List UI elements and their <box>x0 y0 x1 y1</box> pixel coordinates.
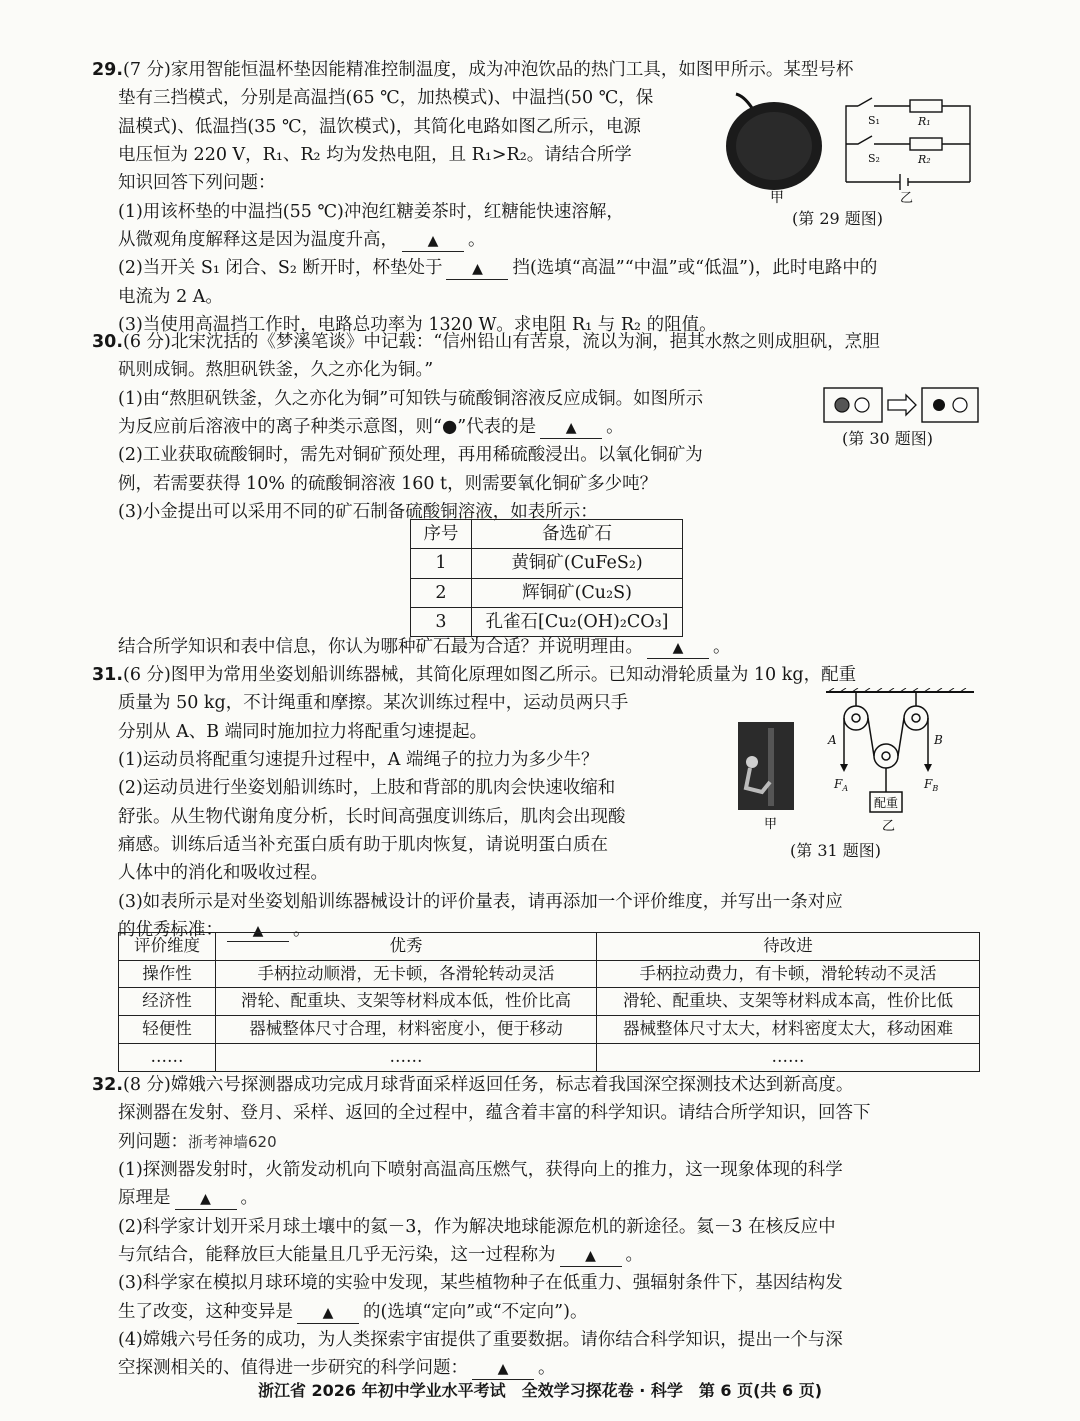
figure-label-jia: 甲 <box>764 817 778 832</box>
blank-triangle-icon: ▲ <box>427 233 439 250</box>
ion-black-dot <box>933 399 945 411</box>
q32-sub1-line <box>92 1184 992 1212</box>
blank-triangle-icon: ▲ <box>585 1248 596 1265</box>
ion-open-circle <box>953 398 967 412</box>
cup-pad-cable <box>736 94 752 108</box>
figure-label-yi: 乙 <box>900 191 914 204</box>
label-fa-sub: A <box>842 784 849 793</box>
table-header: 优秀 <box>216 933 597 961</box>
q32-sub4-line: (4)嫦娥六号任务的成功，为人类探索宇宙提供了重要数据。请你结合科学知识，提出一个与深 <box>118 1330 843 1351</box>
pulley-diagram <box>820 688 980 838</box>
page-footer: 浙江省 2026 年初中学业水平考试 全效学习探花卷 · 科学 第 6 页(共 6 页) <box>257 1381 823 1400</box>
rope-movable-to-right <box>898 718 904 756</box>
q30-intro-line: (6 分)北宋沈括的《梦溪笔谈》中记载：“信州铅山有苦泉，流以为涧，挹其水熬之则成胆矾，烹胆 <box>123 332 880 352</box>
table-header-row <box>411 520 683 549</box>
photo-background <box>738 722 794 810</box>
fixed-pulley-right-axle <box>912 714 920 722</box>
answer-blank[interactable] <box>297 1302 359 1324</box>
q32-sub1-text: 原理是 <box>118 1188 171 1209</box>
cup-pad-inner <box>736 112 812 180</box>
table-cell: 经济性 <box>119 988 216 1016</box>
table-row <box>411 578 683 607</box>
blank-triangle-icon: ▲ <box>565 420 577 437</box>
arrow-icon <box>888 395 916 415</box>
q32-intro-line: (8 分)嫦娥六号探测器成功完成月球背面采样返回任务，标志着我国深空探测技术达到新高度。 <box>123 1075 854 1095</box>
q29-sub2-line <box>92 254 992 282</box>
question-32-text <box>92 1071 992 1383</box>
q31-sub2-line: 痛感。训练后适当补充蛋白质有助于肌肉恢复，请说明蛋白质在 <box>118 835 608 856</box>
after-solution-box <box>922 388 978 422</box>
period: 。 <box>468 230 486 251</box>
movable-pulley <box>874 744 898 768</box>
arrow-down-icon <box>924 764 932 772</box>
table-cell: 手柄拉动顺滑，无卡顿，各滑轮转动灵活 <box>216 960 597 988</box>
blank-triangle-icon: ▲ <box>497 1361 509 1378</box>
evaluation-table <box>118 932 980 1072</box>
label-fa <box>833 777 848 793</box>
period: 。 <box>713 637 731 657</box>
table-cell: 1 <box>411 549 472 578</box>
movable-pulley-axle <box>882 752 890 760</box>
table-cell: 2 <box>411 578 472 607</box>
label-fb <box>923 777 938 793</box>
fixed-pulley-right <box>904 706 928 730</box>
circuit-diagram <box>838 94 978 204</box>
q31-sub2-line: 人体中的消化和吸收过程。 <box>118 863 328 884</box>
q31-sub3-text: 的优秀标准： <box>118 920 223 941</box>
q29-intro-line: 知识回答下列问题： <box>118 173 276 194</box>
figure-30-caption: (第 30 题图) <box>842 429 934 448</box>
q30-sub1-line: (1)由“熬胆矾铁釜，久之亦化为铜”可知铁与硫酸铜溶液反应成铜。如图所示 <box>118 388 704 409</box>
q30-sub2-line: 例，若需要获得 10% 的硫酸铜溶液 160 t，则需要氧化铜矿多少吨？ <box>118 473 658 494</box>
watermark-text: 浙考神墙620 <box>188 1132 277 1151</box>
q32-sub3-text: 生了改变，这种变异是 <box>118 1301 293 1322</box>
q32-intro-line-3 <box>92 1128 992 1156</box>
answer-blank[interactable] <box>560 1245 622 1267</box>
table-cell: 滑轮、配重块、支架等材料成本低，性价比高 <box>216 988 597 1016</box>
period: 。 <box>240 1188 258 1209</box>
table-row <box>119 1016 980 1044</box>
answer-blank[interactable] <box>446 258 508 280</box>
q32-sub4-text: 空探测相关的、值得进一步研究的科学问题： <box>118 1358 468 1379</box>
blank-triangle-icon: ▲ <box>322 1304 334 1321</box>
q31-sub3-line: (3)如表所示是对坐姿划船训练器械设计的评价量表，请再添加一个评价维度，并写出一条对应 <box>118 891 843 912</box>
q32-sub3-line <box>92 1298 992 1326</box>
label-fa-main: F <box>834 777 843 791</box>
q30-intro-line: 矾则成铜。熬胆矾铁釜，久之亦化为铜。” <box>118 360 434 381</box>
q29-intro-line: 垫有三挡模式，分别是高温挡(65 ℃，加热模式)、中温挡(50 ℃，保 <box>118 88 654 109</box>
switch-s1 <box>858 98 872 106</box>
question-number: 32. <box>92 1075 124 1095</box>
table-cell: 滑轮、配重块、支架等材料成本高，性价比低 <box>597 988 980 1016</box>
q31-intro-line: 质量为 50 kg，不计绳重和摩擦。某次训练过程中，运动员两只手 <box>118 693 629 714</box>
table-row <box>119 988 980 1016</box>
q32-sub2-line <box>92 1241 992 1269</box>
label-s2: S₂ <box>868 152 880 165</box>
q31-intro-line: (6 分)图甲为常用坐姿划船训练器械，其简化原理如图乙所示。已知动滑轮质量为 10 kg，配重 <box>123 665 857 685</box>
q29-sub3-line: (3)当使用高温挡工作时，电路总功率为 1320 W。求电阻 R₁ 与 R₂ 的阻值。 <box>118 315 717 336</box>
q32-sub2-text: 与氘结合，能释放巨大能量且几乎无污染，这一过程称为 <box>118 1245 556 1266</box>
table-row <box>411 549 683 578</box>
table-row <box>119 960 980 988</box>
answer-blank[interactable] <box>402 230 464 252</box>
answer-blank[interactable] <box>540 417 602 439</box>
q32-sub3-text-2: 的(选填“定向”或“不定向”)。 <box>363 1301 588 1322</box>
wire-branch-2 <box>846 136 970 144</box>
label-r1: R₁ <box>918 115 931 128</box>
question-number: 31. <box>92 665 124 685</box>
table-cell: 操作性 <box>119 960 216 988</box>
answer-blank[interactable] <box>647 637 709 659</box>
q32-intro-line: 探测器在发射、登月、采样、返回的全过程中，蕴含着丰富的科学知识。请结合所学知识，回答下 <box>118 1103 871 1124</box>
label-fb-sub: B <box>932 784 939 793</box>
question-number: 29. <box>92 60 124 80</box>
table-cell: …… <box>597 1043 980 1071</box>
fixed-pulley-left-axle <box>852 714 860 722</box>
cup-pad-figure <box>722 86 832 206</box>
resistor-r1 <box>910 100 942 112</box>
table-cell: …… <box>119 1043 216 1071</box>
table-cell: 手柄拉动费力，有卡顿，滑轮转动不灵活 <box>597 960 980 988</box>
label-fb-main: F <box>924 777 933 791</box>
table-row <box>119 1043 980 1071</box>
q31-line-1 <box>92 661 992 689</box>
figure-label-yi: 乙 <box>882 819 896 834</box>
table-cell: 黄铜矿(CuFeS₂) <box>472 549 683 578</box>
q32-line-1 <box>92 1071 992 1099</box>
q29-intro-line: 温模式)、低温挡(35 ℃，温饮模式)，其简化电路如图乙所示，电源 <box>118 116 641 137</box>
battery-symbol <box>900 174 908 190</box>
ion-grey-circle <box>835 398 849 412</box>
blank-triangle-icon: ▲ <box>252 923 264 940</box>
q32-sub1-line: (1)探测器发射时，火箭发动机向下喷射高温高压燃气，获得向上的推力，这一现象体现的科学 <box>118 1160 843 1181</box>
table-header: 评价维度 <box>119 933 216 961</box>
q29-line-1 <box>92 56 992 84</box>
machine-frame <box>768 728 774 806</box>
table-cell: 孔雀石[Cu₂(OH)₂CO₃] <box>472 608 683 637</box>
question-number: 30. <box>92 332 124 352</box>
q30-conclusion-text: 结合所学知识和表中信息，你认为哪种矿石最为合适？并说明理由。 <box>118 637 643 657</box>
blank-triangle-icon: ▲ <box>200 1191 211 1208</box>
athlete-head <box>746 756 758 768</box>
q29-sub2-line-2: 电流为 2 A。 <box>118 286 223 307</box>
table-cell: 轻便性 <box>119 1016 216 1044</box>
ore-table <box>410 519 683 637</box>
q29-sub2-text-2: 挡(选填“高温”“中温”或“低温”)，此时电路中的 <box>512 258 878 279</box>
q31-intro-line: 分别从 A、B 端同时施加拉力将配重匀速提起。 <box>118 721 488 742</box>
figure-31-caption: (第 31 题图) <box>790 841 882 860</box>
rowing-machine-photo <box>738 722 798 832</box>
q30-sub2-line: (2)工业获取硫酸铜时，需先对铜矿预处理，再用稀硫酸浸出。以氧化铜矿为 <box>118 445 703 466</box>
period: 。 <box>625 1245 643 1266</box>
label-counterweight: 配重 <box>874 796 899 810</box>
label-b: B <box>934 733 943 747</box>
q30-sub3-line: (3)小金提出可以采用不同的矿石制备硫酸铜溶液，如表所示： <box>118 502 598 523</box>
table-header: 待改进 <box>597 933 980 961</box>
figure-label-jia: 甲 <box>770 190 784 206</box>
period: 。 <box>293 920 311 941</box>
q31-sub1-line: (1)运动员将配重匀速提升过程中，A 端绳子的拉力为多少牛？ <box>118 750 599 771</box>
q30-sub1-text: 为反应前后溶液中的离子种类示意图，则“●”代表的是 <box>118 417 537 438</box>
q29-sub2-text: (2)当开关 S₁ 闭合、S₂ 断开时，杯垫处于 <box>118 258 443 279</box>
q32-line3-text: 列问题： <box>118 1131 188 1152</box>
table-cell: 3 <box>411 608 472 637</box>
period: 。 <box>606 417 624 438</box>
table-header: 序号 <box>411 520 472 549</box>
table-cell: …… <box>216 1043 597 1071</box>
table-cell: 器械整体尺寸合理，材料密度小，便于移动 <box>216 1016 597 1044</box>
q29-intro-line: 电压恒为 220 V，R₁、R₂ 均为发热电阻，且 R₁>R₂。请结合所学 <box>118 145 632 166</box>
resistor-r2 <box>910 138 942 150</box>
period: 。 <box>538 1358 556 1379</box>
q29-sub1-line: (1)用该杯垫的中温挡(55 ℃)冲泡红糖姜茶时，红糖能快速溶解， <box>118 201 624 222</box>
label-r2: R₂ <box>918 153 931 166</box>
table-header: 备选矿石 <box>472 520 683 549</box>
arrow-down-icon <box>840 764 848 772</box>
q31-sub2-line: (2)运动员进行坐姿划船训练时，上肢和背部的肌肉会快速收缩和 <box>118 778 616 799</box>
q30-line-1 <box>92 328 992 356</box>
q30-conclusion <box>118 633 998 661</box>
blank-triangle-icon: ▲ <box>472 261 483 278</box>
label-s1: S₁ <box>868 114 880 127</box>
q29-sub1-text: 从微观角度解释这是因为温度升高， <box>118 230 398 251</box>
fixed-pulley-left <box>844 706 868 730</box>
q32-sub3-line: (3)科学家在模拟月球环境的实验中发现，某些植物种子在低重力、强辐射条件下，基因结构发 <box>118 1273 843 1294</box>
ion-diagram <box>822 384 982 426</box>
label-a: A <box>828 733 837 747</box>
before-solution-box <box>824 388 882 422</box>
blank-triangle-icon: ▲ <box>672 640 684 656</box>
q29-intro-line: (7 分)家用智能恒温杯垫因能精准控制温度，成为冲泡饮品的热门工具，如图甲所示。某型号杯 <box>123 60 854 80</box>
figure-29-caption: (第 29 题图) <box>792 209 884 228</box>
table-header-row <box>119 933 980 961</box>
q31-sub2-line: 舒张。从生物代谢角度分析，长时间高强度训练后，肌肉会出现酸 <box>118 806 626 827</box>
table-cell: 器械整体尺寸太大，材料密度太大，移动困难 <box>597 1016 980 1044</box>
q30-conclusion-line <box>118 633 998 661</box>
q32-sub2-line: (2)科学家计划开采月球土壤中的氦－3，作为解决地球能源危机的新途径。氦－3 在核反应中 <box>118 1216 836 1237</box>
table-cell: 辉铜矿(Cu₂S) <box>472 578 683 607</box>
rope-left-to-movable <box>868 718 874 756</box>
answer-blank[interactable] <box>175 1188 237 1210</box>
ion-open-circle <box>855 398 869 412</box>
